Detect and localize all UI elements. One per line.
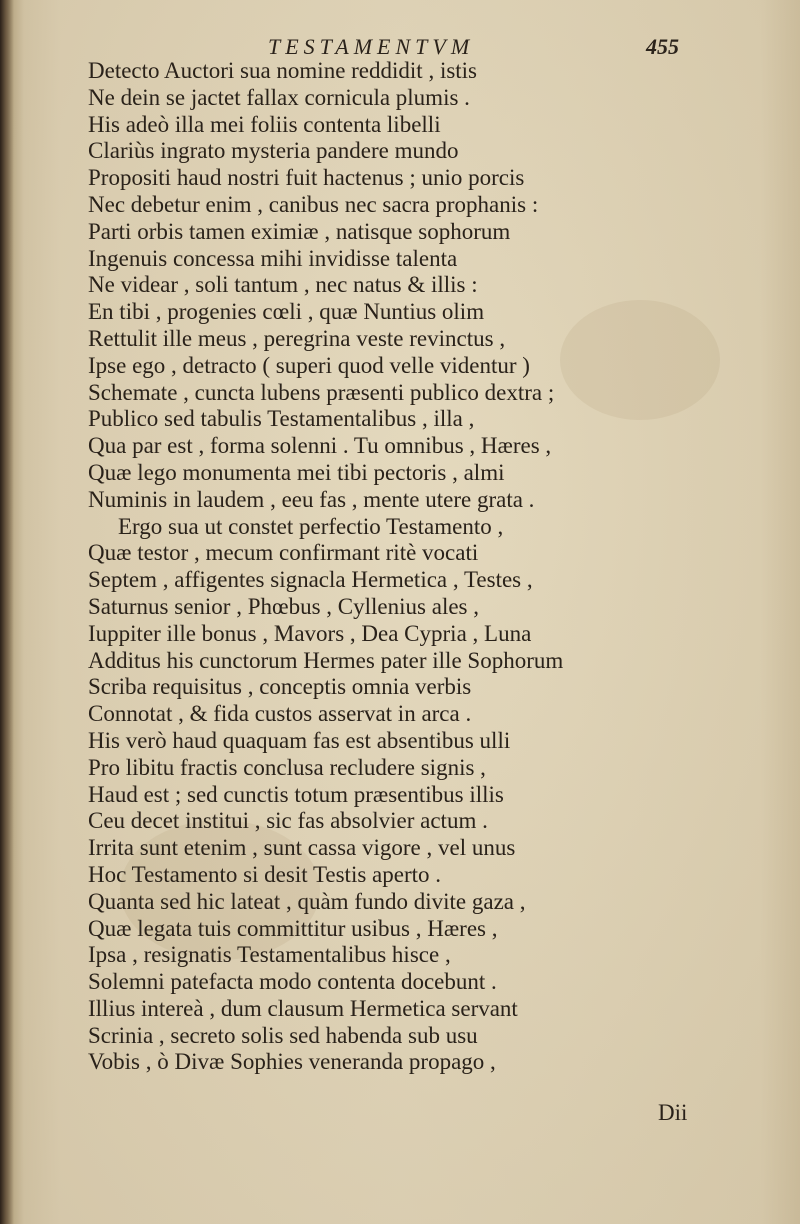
text-line: En tibi , progenies cœli , quæ Nuntius olim — [88, 299, 485, 325]
text-line: Ne dein se jactet fallax cornicula plumis . — [88, 84, 470, 110]
text-line: Rettulit ille meus , peregrina veste revinctus , — [88, 325, 506, 351]
text-line: Connotat , & fida custos asservat in arca . — [88, 701, 472, 727]
text-line: His verò haud quaquam fas est absentibus ulli — [88, 727, 511, 753]
text-line: Irrita sunt etenim , sunt cassa vigore , vel unus — [88, 835, 516, 861]
text-line: Qua par est , forma solenni . Tu omnibus , Hæres , — [88, 433, 552, 459]
text-line: Scriba requisitus , conceptis omnia verbis — [88, 674, 472, 700]
text-line: Clariùs ingrato mysteria pandere mundo — [88, 138, 459, 164]
text-line: Nec debetur enim , canibus nec sacra prophanis : — [88, 191, 539, 217]
text-line: Ingenuis concessa mihi invidisse talenta — [88, 245, 458, 271]
text-line: Solemni patefacta modo contenta docebunt . — [88, 969, 497, 995]
text-line: Haud est ; sed cunctis totum præsentibus illis — [88, 781, 504, 807]
text-line: Saturnus senior , Phœbus , Cyllenius ales , — [88, 593, 479, 619]
text-line: Scrinia , secreto solis sed habenda sub usu — [88, 1022, 478, 1048]
text-line: Ipsa , resignatis Testamentalibus hisce , — [88, 942, 451, 968]
text-line: Vobis , ò Divæ Sophies veneranda propago , — [88, 1049, 496, 1075]
text-line: Additus his cunctorum Hermes pater ille Sophorum — [88, 647, 564, 673]
text-line: Quæ lego monumenta mei tibi pectoris , almi — [88, 459, 505, 485]
text-line: Ne videar , soli tantum , nec natus & illis : — [88, 272, 478, 298]
text-line: Septem , affigentes signacla Hermetica , Testes , — [88, 567, 533, 593]
text-line: Schemate , cuncta lubens præsenti publico dextra ; — [88, 379, 555, 405]
text-line: Ipse ego , detracto ( superi quod velle videntur ) — [88, 352, 530, 378]
poem-text — [88, 58, 728, 1076]
text-line: Pro libitu fractis conclusa recludere signis , — [88, 754, 486, 780]
binding-gutter — [0, 0, 14, 1224]
catchword: Dii — [658, 1100, 688, 1125]
text-line: Iuppiter ille bonus , Mavors , Dea Cypria , Luna — [88, 620, 532, 646]
text-line: Parti orbis tamen eximiæ , natisque sophorum — [88, 218, 511, 244]
text-line: Propositi haud nostri fuit hactenus ; unio porcis — [88, 165, 525, 191]
text-line: His adeò illa mei foliis contenta libelli — [88, 111, 441, 137]
running-title: TESTAMENTVM — [268, 34, 475, 59]
text-line: Quæ legata tuis committitur usibus , Hæres , — [88, 915, 498, 941]
text-line: Ergo sua ut constet perfectio Testamento , — [118, 513, 504, 539]
text-line: Numinis in laudem , eeu fas , mente utere grata . — [88, 486, 535, 512]
text-line: Publico sed tabulis Testamentalibus , illa , — [88, 406, 475, 432]
text-line: Quanta sed hic lateat , quàm fundo divite gaza , — [88, 888, 526, 914]
text-line: Ceu decet institui , sic fas absolvier actum . — [88, 808, 488, 834]
text-line: Detecto Auctori sua nomine reddidit , istis — [88, 58, 478, 83]
text-line: Quæ testor , mecum confirmant ritè vocati — [88, 540, 479, 566]
page-number: 455 — [646, 34, 679, 59]
text-line: Illius intereà , dum clausum Hermetica servant — [88, 995, 518, 1021]
text-line: Hoc Testamento si desit Testis aperto . — [88, 861, 442, 887]
